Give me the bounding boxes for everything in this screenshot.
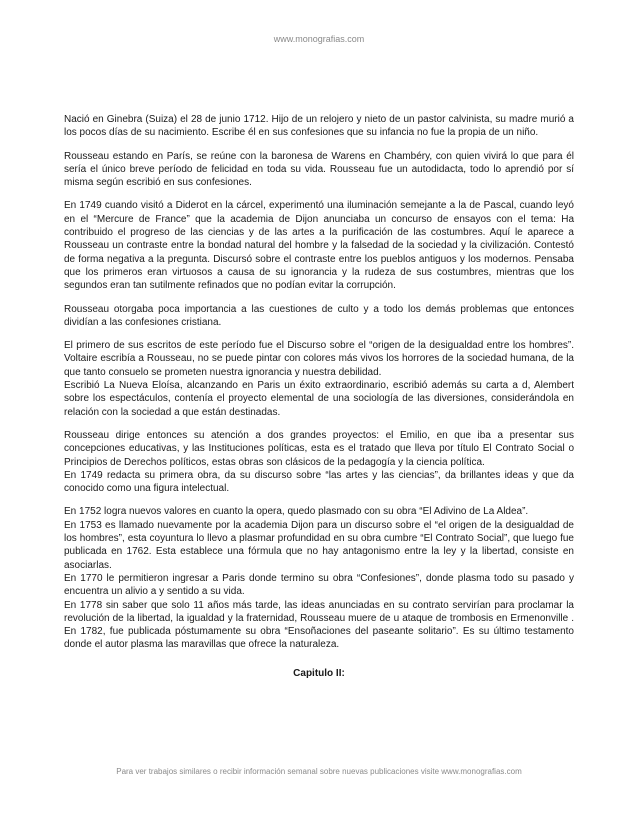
page-header-site: www.monografias.com (273, 34, 365, 44)
paragraph-culto: Rousseau otorgaba poca importancia a las cuestiones de culto y a todo los demás problemas que entonces dividían a las confesiones cristiana. (64, 303, 574, 328)
document-body (64, 113, 574, 662)
chapter-heading: Capitulo II: (293, 668, 345, 679)
paragraph-1778: En 1778 sin saber que solo 11 años más tarde, las ideas anunciadas en su contrato servirían para proclamar la revolución de la libertad, la igualdad y la fraternidad, Rousseau muere de u ataque de trombosis en Ermenonville . En 1782, fue publicada póstumamente su obra “Ensoñaciones del paseante solitario”. Es su último testamento donde el autor plasma las maravillas que ofrece la naturaleza. (64, 599, 574, 651)
paragraph-1770: En 1770 le permitieron ingresar a Paris donde termino su obra “Confesiones”, donde plasma todo su pasado y encuentra un alivio a y sentido a su vida. (64, 572, 574, 598)
paragraph-1749-diderot: En 1749 cuando visitó a Diderot en la cárcel, experimentó una iluminación semejante a la de Pascal, cuando leyó en el “Mercure de France” que la academia de Dijon anunciaba un concurso de ensayos con el tema: Ha contribuido el progreso de las ciencias y de las artes a la purificación de las costumbres. Aquí le aparece a Rousseau un contraste entre la bondad natural del hombre y la falsedad de la sociedad y la civilización. Contestó de forma negativa a la pregunta. Discursó sobre el contraste entre los pueblos antiguos y los modernos. Pensaba que los primeros eran virtuosos a causa de su ignorancia y la rudeza de sus costumbres, mientras que los segundos eran tan sutilmente refinados que no podían evitar la corrupción. (64, 200, 574, 292)
paragraph-1752: En 1752 logra nuevos valores en cuanto la opera, quedo plasmado con su obra “El Adivino de La Aldea”. (64, 506, 529, 518)
paragraph-paris: Rousseau estando en París, se reúne con la baronesa de Warens en Chambéry, con quien vivirá lo que para él sería el único breve período de felicidad en toda su vida. Rousseau fue un autodidacta, todo lo aprendió por sí misma según escribió en sus confesiones. (64, 150, 574, 189)
paragraph-1753: En 1753 es llamado nuevamente por la academia Dijon para un discurso sobre el “el origen de la desigualdad de los hombres”, esta coyuntura lo llevo a plasmar profundidad en su obra cumbre “El Contrato Social”, que luego fue publicada en 1762. Esta establece una fórmula que no hay antagonismo entre la ley y la libertad, consiste en asociarlas. (64, 519, 574, 571)
page-footer: Para ver trabajos similares o recibir información semanal sobre nuevas publicaciones visite www.monografias.com (116, 767, 522, 776)
paragraph-proyectos: Rousseau dirige entonces su atención a dos grandes proyectos: el Emilio, en que iba a presentar sus concepciones educativas, y las Instituciones políticas, esta es el tratado que lleva por título El Contrato Social o Principios de Derechos políticos, estas obras son clásicos de la pedagogía y la ciencia política. (64, 429, 574, 468)
paragraph-birth: Nació en Ginebra (Suiza) el 28 de junio 1712. Hijo de un relojero y nieto de un pastor calvinista, su madre murió a los pocos días de su nacimiento. Escribe él en sus confesiones que su infancia no fue la propia de un niño. (64, 114, 574, 139)
paragraph-discurso: El primero de sus escritos de este período fue el Discurso sobre el “origen de la desigualdad entre los hombres”. Voltaire escribía a Rousseau, no se puede pintar con colores más vivos los horrores de la sociedad humana, de la que tanto consuelo se prometen nuestra ignorancia y nuestra debilidad. (64, 340, 574, 378)
paragraph-1749-primera-obra: En 1749 redacta su primera obra, da su discurso sobre “las artes y las ciencias”, da brillantes ideas y que da conocido como una figura intelectual. (64, 469, 574, 495)
paragraph-nueva-eloisa: Escribió La Nueva Eloísa, alcanzando en Paris un éxito extraordinario, escribió además su carta a d, Alembert sobre los espectáculos, contenía el proyecto elemental de una sociología de las diversiones, considerándola en relación con la sociedad a que están destinadas. (64, 380, 574, 418)
